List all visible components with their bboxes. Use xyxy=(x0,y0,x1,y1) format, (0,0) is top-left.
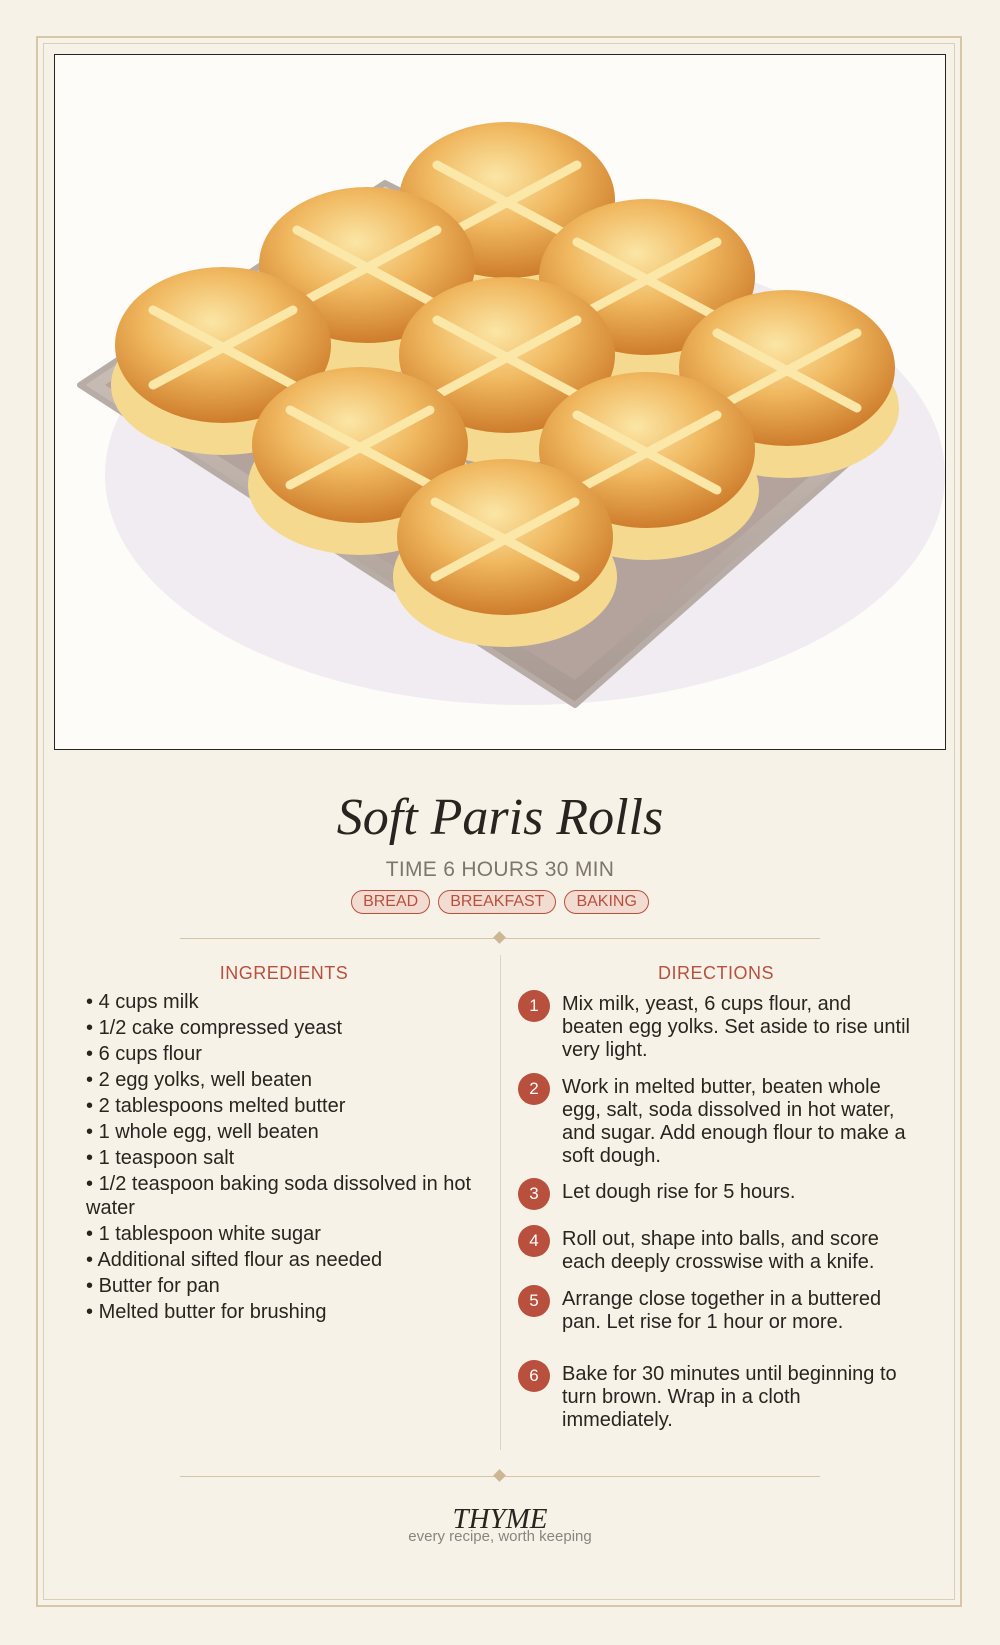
tag-list xyxy=(0,890,1000,914)
ingredient-item: • 1 whole egg, well beaten xyxy=(86,1120,478,1144)
tag-baking[interactable]: BAKING xyxy=(564,890,648,914)
ingredient-item: • 1/2 teaspoon baking soda dissolved in hot water xyxy=(86,1172,478,1220)
ingredient-item: • 1/2 cake compressed yeast xyxy=(86,1016,478,1040)
ingredient-item: • 1 tablespoon white sugar xyxy=(86,1222,478,1246)
step-text: Arrange close together in a buttered pan. Let rise for 1 hour or more. xyxy=(562,1288,882,1333)
top-divider xyxy=(180,938,820,939)
recipe-image xyxy=(54,54,946,750)
ingredient-item: • 1 teaspoon salt xyxy=(86,1146,478,1170)
brand-name: THYME xyxy=(452,1503,548,1535)
step-number-badge: 1 xyxy=(518,990,550,1022)
ingredients-heading: INGREDIENTS xyxy=(219,963,349,983)
column-divider xyxy=(500,955,501,1450)
step-text: Mix milk, yeast, 6 cups flour, and beaten egg yolks. Set aside to rise until very light. xyxy=(562,993,910,1061)
ingredients-list xyxy=(86,990,478,1326)
ingredient-item: • 2 tablespoons melted butter xyxy=(86,1094,478,1118)
step-number-badge: 5 xyxy=(518,1285,550,1317)
step-number-badge: 6 xyxy=(518,1360,550,1392)
roll xyxy=(393,459,617,647)
step-text: Bake for 30 minutes until beginning to turn brown. Wrap in a cloth immediately. xyxy=(562,1363,897,1431)
step-text: Roll out, shape into balls, and score each deeply crosswise with a knife. xyxy=(562,1228,879,1273)
tag-breakfast[interactable]: BREAKFAST xyxy=(438,890,556,914)
brand-tagline: every recipe, worth keeping xyxy=(408,1528,592,1545)
ingredient-item: • 2 egg yolks, well beaten xyxy=(86,1068,478,1092)
recipe-title: Soft Paris Rolls xyxy=(336,789,664,846)
ingredient-item: • Butter for pan xyxy=(86,1274,478,1298)
step-number-badge: 3 xyxy=(518,1178,550,1210)
bottom-divider xyxy=(180,1476,820,1477)
step-text: Let dough rise for 5 hours. xyxy=(562,1181,796,1203)
ingredient-item: • Melted butter for brushing xyxy=(86,1300,478,1324)
step-number-badge: 2 xyxy=(518,1073,550,1105)
ingredient-item: • 6 cups flour xyxy=(86,1042,478,1066)
tag-bread[interactable]: BREAD xyxy=(351,890,430,914)
step-number-badge: 4 xyxy=(518,1225,550,1257)
ingredient-item: • Additional sifted flour as needed xyxy=(86,1248,478,1272)
rolls-illustration xyxy=(55,55,946,750)
ingredient-item: • 4 cups milk xyxy=(86,990,478,1014)
directions-heading: DIRECTIONS xyxy=(657,963,774,983)
step-text: Work in melted butter, beaten whole egg, salt, soda dissolved in hot water, and sugar. Add enough flour to make a soft dough. xyxy=(562,1076,906,1167)
recipe-time: TIME 6 HOURS 30 MIN xyxy=(385,858,615,881)
